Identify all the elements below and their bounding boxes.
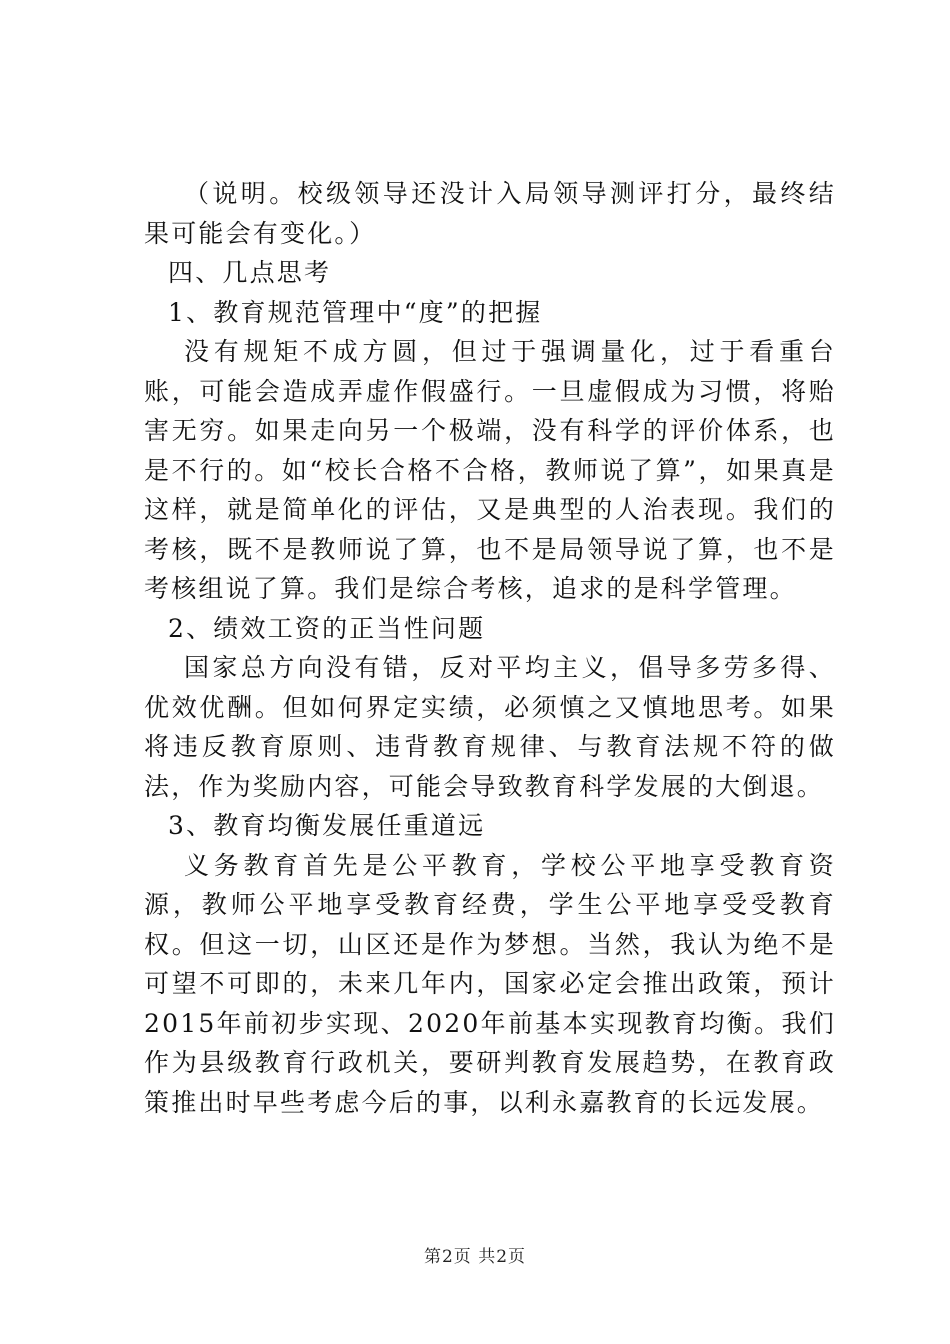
body-paragraph-1: 没有规矩不成方圆，但过于强调量化，过于看重台账，可能会造成弄虚作假盛行。一旦虚假成为习惯，将贻害无穷。如果走向另一个极端，没有科学的评价体系，也是不行的。如“校长合格不合格，教师说了算”，如果真是这样，就是简单化的评估，又是典型的人治表现。我们的考核，既不是教师说了算，也不是局领导说了算，也不是考核组说了算。我们是综合考核，追求的是科学管理。 <box>144 337 836 603</box>
body-paragraph-2: 国家总方向没有错，反对平均主义，倡导多劳多得、优效优酬。但如何界定实绩，必须慎之又慎地思考。如果将违反教育原则、违背教育规律、与教育法规不符的做法，作为奖励内容，可能会导致教育科学发展的大倒退。 <box>144 653 836 801</box>
subsection-heading-2: 2、绩效工资的正当性问题 <box>168 613 486 643</box>
document-body <box>144 174 836 1122</box>
body-paragraph-3: 义务教育首先是公平教育，学校公平地享受教育资源，教师公平地享受教育经费，学生公平地享受受教育权。但这一切，山区还是作为梦想。当然，我认为绝不是可望不可即的，未来几年内，国家必定会推出政策，预计2015年前初步实现、2020年前基本实现教育均衡。我们作为县级教育行政机关，要研判教育发展趋势，在教育政策推出时早些考虑今后的事，以利永嘉教育的长远发展。 <box>144 850 836 1117</box>
page-footer: 第2页 共2页 <box>423 1247 527 1267</box>
note-paragraph: （说明。校级领导还没计入局领导测评打分，最终结果可能会有变化。） <box>144 179 836 248</box>
section-heading: 四、几点思考 <box>168 258 332 287</box>
subsection-heading-3: 3、教育均衡发展任重道远 <box>168 811 486 840</box>
subsection-heading-1: 1、教育规范管理中“度”的把握 <box>168 297 543 327</box>
